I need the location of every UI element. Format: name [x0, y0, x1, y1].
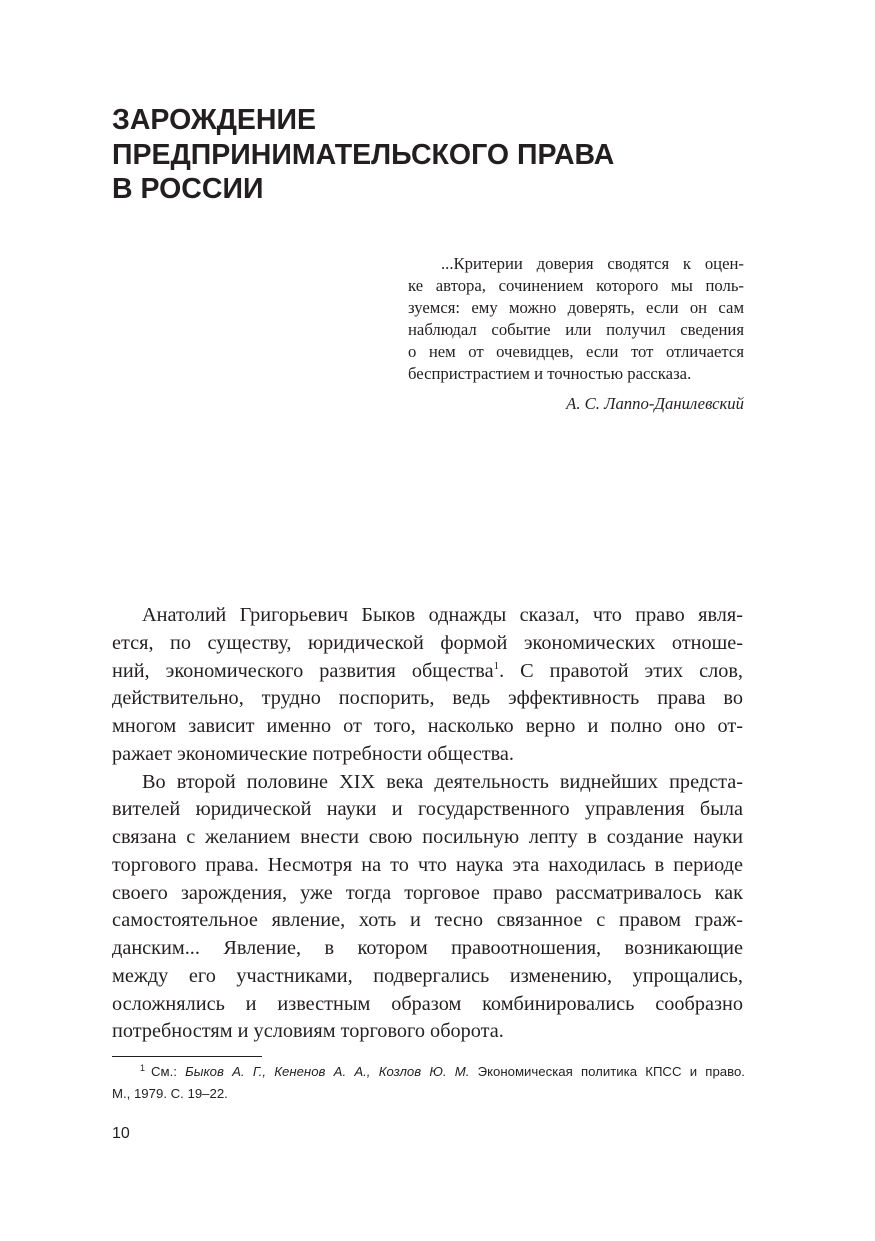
chapter-title-line: ПРЕДПРИНИМАТЕЛЬСКОГО ПРАВА [112, 138, 615, 171]
epigraph-line: беспристрастием и точностью рассказа. [408, 364, 692, 383]
text-line: Анатолий Григорьевич Быков однажды сказал, что право явля- [142, 604, 743, 626]
text-line: самостоятельное явление, хоть и тесно связанное с правом граж- [112, 909, 743, 932]
epigraph-line: ке автора, сочинением которого мы поль- [408, 276, 744, 295]
text-fragment: ний, экономического развития общества [112, 659, 494, 682]
text-line: вителей юридической науки и государственного управления была [112, 798, 743, 821]
text-line: многом зависит именно от того, насколько верно и полно оно от- [112, 715, 743, 737]
footnote-title: Экономическая политика КПСС и право. [477, 1064, 745, 1079]
epigraph-line: ...Критерии доверия сводятся к оцен- [441, 254, 744, 273]
body-text [112, 602, 743, 1046]
footnote-imprint: М., 1979. С. 19–22. [112, 1086, 228, 1101]
text-line: Во второй половине XIX века деятельность виднейших предста- [142, 770, 743, 793]
text-line: торгового права. Несмотря на то что наука эта находилась в периоде [112, 853, 743, 876]
text-line: связана с желанием внести свою посильную лепту в создание науки [112, 826, 743, 848]
page-number: 10 [112, 1125, 130, 1142]
paragraph-2 [112, 769, 743, 1047]
epigraph-line: зуемся: ему можно доверять, если он сам [408, 298, 744, 317]
text-line: между его участниками, подвергались изменению, упрощались, [112, 964, 743, 987]
text-line: ется, по существу, юридической формой экономических отноше- [112, 631, 743, 654]
epigraph-line: наблюдал событие или получил сведения [408, 320, 744, 339]
footnote-line [112, 1061, 745, 1083]
paragraph-1 [112, 602, 743, 769]
footnote-prefix: См.: [151, 1064, 177, 1079]
text-line [112, 658, 743, 686]
epigraph-author: А. С. Лаппо-Данилевский [566, 394, 744, 413]
footnote-divider [112, 1056, 262, 1057]
chapter-title-line: В РОССИИ [112, 173, 264, 205]
footnote [112, 1061, 745, 1105]
text-line: ражает экономические потребности общества. [112, 742, 514, 765]
text-line: действительно, трудно поспорить, ведь эффективность права во [112, 687, 743, 710]
footnote-authors: Быков А. Г., Кененов А. А., Козлов Ю. М. [185, 1064, 470, 1079]
text-line: потребностям и условиям торгового оборота. [112, 1020, 504, 1043]
chapter-title [112, 103, 752, 207]
chapter-title-line: ЗАРОЖДЕНИЕ [112, 104, 317, 136]
footnote-number: 1 [140, 1063, 146, 1073]
text-line: своего зарождения, уже тогда торговое право рассматривалось как [112, 881, 743, 904]
footnote-reference[interactable]: 1 [493, 659, 500, 672]
epigraph [408, 253, 744, 415]
epigraph-line: о нем от очевидцев, если тот отличается [408, 342, 744, 361]
text-line: осложнялись и известным образом комбинировались сообразно [112, 992, 743, 1015]
text-fragment: . С правотой этих слов, [499, 659, 743, 682]
text-line: данским... Явление, в котором правоотношения, возникающие [112, 937, 743, 959]
